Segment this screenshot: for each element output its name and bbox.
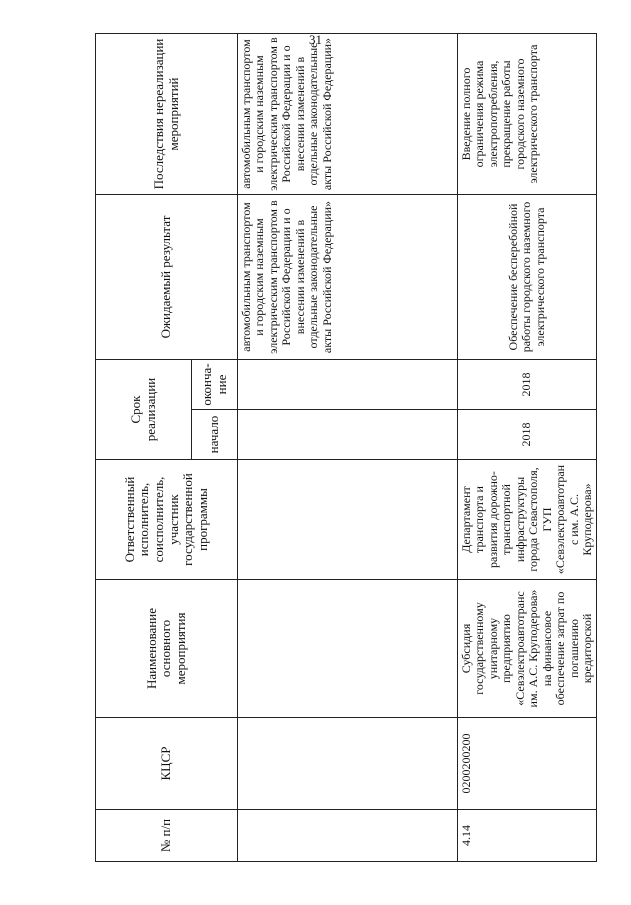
cell-consequences: автомобильным транспортом и городским наземным электрическим транспортом в Российской Федерации и о внесении изменений в отдельные законодательные акты Российской Федерации» <box>238 34 458 195</box>
cell-end <box>238 360 458 410</box>
header-name: Наименование основного мероприятия <box>96 580 238 718</box>
cell-num: 4.14 <box>458 810 597 862</box>
header-period: Срок реализации <box>96 360 192 460</box>
measures-table <box>95 33 597 862</box>
header-kcsr: КЦСР <box>96 718 238 810</box>
cell-result: Обеспечение бесперебойной работы городского наземного электрического транспорта <box>458 195 597 360</box>
cell-kcsr <box>238 718 458 810</box>
header-consequences: Последствия нереализации мероприятий <box>96 34 238 195</box>
table-row <box>458 34 597 862</box>
page-number: 31 <box>309 32 322 47</box>
header-num: № п/п <box>96 810 238 862</box>
table-row <box>238 34 458 862</box>
rotated-table-container <box>95 34 594 862</box>
header-result: Ожидаемый результат <box>96 195 238 360</box>
cell-consequences: Введение полного ограничения режима электропотребления, прекращение работы городского наземного электрического транспорта <box>458 34 597 195</box>
header-start: начало <box>192 410 238 460</box>
cell-result: автомобильным транспортом и городским наземным электрическим транспортом в Российской Федерации и о внесении изменений в отдельные законодательные акты Российской Федерации» <box>238 195 458 360</box>
cell-responsible <box>238 460 458 580</box>
cell-responsible: Департамент транспорта и развития дорожно-транспортной инфраструктуры города Севастополя, ГУП «Севэлектроавтотранс им. А.С. Круподерова» <box>458 460 597 580</box>
cell-end: 2018 <box>458 360 597 410</box>
cell-kcsr: 0200200200 <box>458 718 597 810</box>
cell-name <box>238 580 458 718</box>
header-responsible: Ответственный исполнитель, соисполнитель, участник государственной программы <box>96 460 238 580</box>
cell-start <box>238 410 458 460</box>
cell-num <box>238 810 458 862</box>
cell-name: Субсидия государственному унитарному предприятию «Севэлектроавтотранс им. А.С. Круподерова» на финансовое обеспечение затрат по погашению кредиторской <box>458 580 597 718</box>
header-end: оконча-ние <box>192 360 238 410</box>
cell-start: 2018 <box>458 410 597 460</box>
